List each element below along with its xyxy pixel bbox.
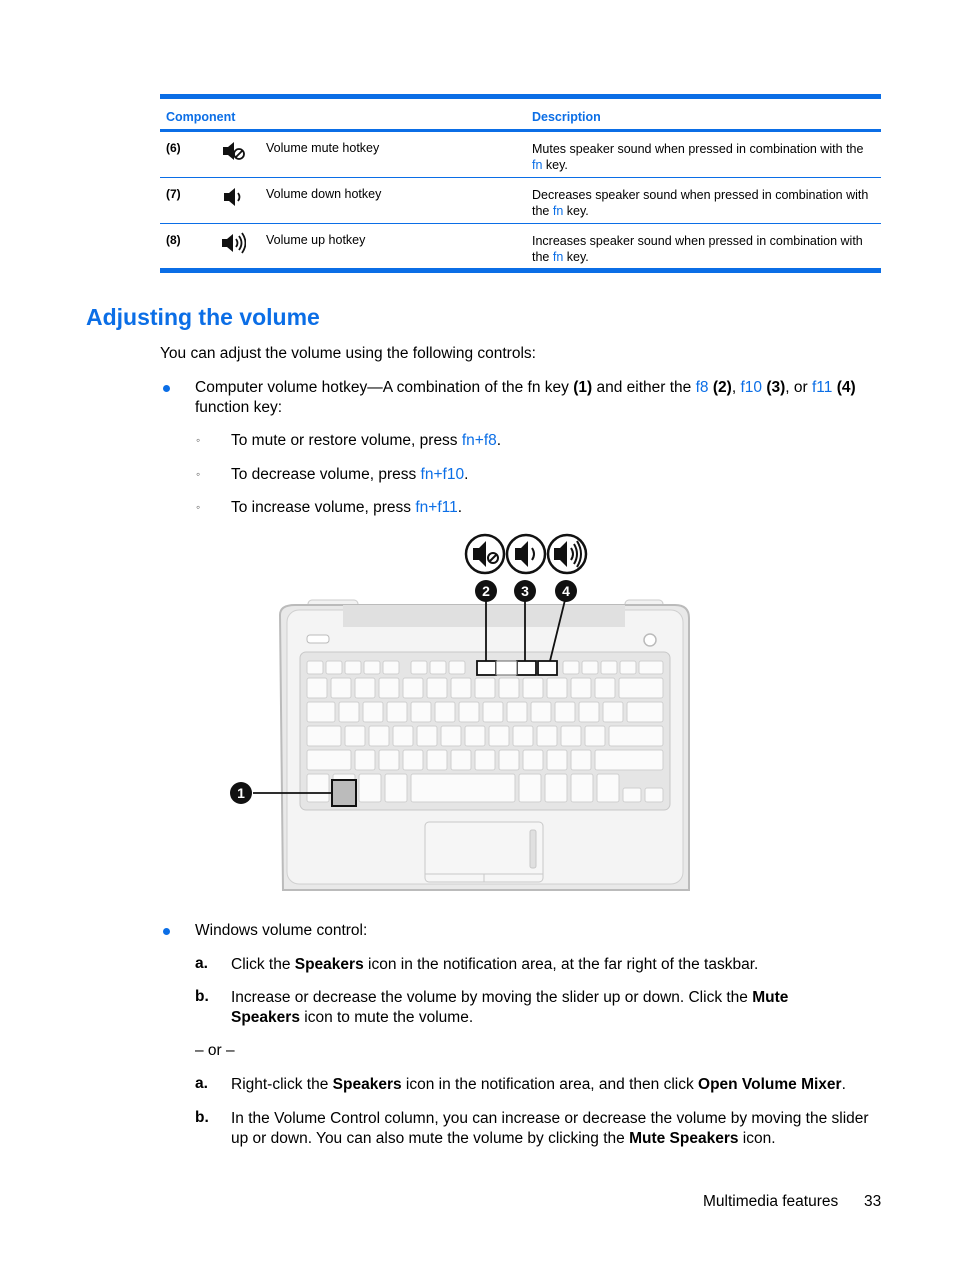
page-number: 33 bbox=[864, 1193, 882, 1210]
callout-3 bbox=[514, 580, 536, 602]
desc-text-end: key. bbox=[542, 158, 568, 172]
key-combo: fn+f11 bbox=[415, 499, 458, 516]
bullet-icon bbox=[163, 385, 170, 392]
component-description bbox=[532, 141, 877, 173]
step-label: a. bbox=[195, 1075, 208, 1092]
sub-item bbox=[231, 431, 501, 451]
callout-ref: (4) bbox=[836, 379, 856, 396]
key-name: f10 bbox=[740, 379, 762, 396]
component-name: Volume down hotkey bbox=[266, 187, 382, 201]
row-number: (6) bbox=[166, 141, 181, 155]
desc-key: fn bbox=[552, 204, 564, 218]
text: icon to mute the volume. bbox=[299, 1009, 474, 1026]
callout-1 bbox=[230, 782, 252, 804]
step-text bbox=[231, 988, 891, 1028]
text: . bbox=[457, 499, 463, 516]
text: and either the bbox=[592, 379, 696, 396]
step-text bbox=[231, 955, 891, 975]
key-name: f8 bbox=[695, 379, 709, 396]
text: To increase volume, press bbox=[231, 499, 416, 516]
key-name: f11 bbox=[811, 379, 833, 396]
text: function key: bbox=[195, 399, 283, 416]
component-description bbox=[532, 187, 877, 219]
volume-up-icon bbox=[548, 535, 586, 573]
or-separator: – or – bbox=[195, 1042, 235, 1059]
text: Right-click the bbox=[231, 1076, 333, 1093]
desc-key: fn bbox=[532, 158, 543, 172]
desc-text-end: key. bbox=[563, 250, 589, 264]
step-text bbox=[231, 1075, 891, 1095]
row-number: (7) bbox=[166, 187, 181, 201]
step-text bbox=[231, 1109, 891, 1149]
desc-text: Decreases speaker sound when pressed in combination with the bbox=[532, 188, 869, 218]
volume-up-icon bbox=[220, 230, 246, 256]
intro-text: You can adjust the volume using the following controls: bbox=[160, 345, 536, 362]
sub-bullet-icon: ◦ bbox=[196, 467, 201, 481]
key bbox=[496, 661, 517, 675]
header-component: Component bbox=[166, 110, 236, 124]
ui-term: Open Volume Mixer bbox=[698, 1076, 842, 1093]
callout-label: 4 bbox=[562, 583, 570, 599]
text: Click the bbox=[231, 956, 295, 973]
key-combo: fn+f8 bbox=[461, 432, 497, 449]
callout-2 bbox=[475, 580, 497, 602]
step-label: b. bbox=[195, 1109, 209, 1126]
bullet-hotkey: Computer volume hotkey—A combination of the fn key (1) and either the f8 (2), f10 (3), or f11 (4) function key: bbox=[195, 379, 856, 416]
desc-text: Mutes speaker sound when pressed in combination with the bbox=[532, 142, 864, 156]
ui-term: Mute bbox=[752, 989, 789, 1006]
callout-ref: (1) bbox=[573, 379, 593, 396]
bullet-windows: Windows volume control: bbox=[195, 922, 368, 939]
component-table bbox=[160, 94, 881, 273]
key-combo: fn+f10 bbox=[420, 466, 465, 483]
text: Increase or decrease the volume by moving the slider up or down. Click the bbox=[231, 989, 753, 1006]
volume-mute-icon bbox=[220, 138, 246, 164]
table-header bbox=[160, 99, 881, 132]
text: To mute or restore volume, press bbox=[231, 432, 462, 449]
callout-label: 1 bbox=[237, 785, 245, 801]
footer-chapter: Multimedia features bbox=[703, 1193, 839, 1210]
keyboard-keys bbox=[307, 661, 663, 802]
text: , or bbox=[785, 379, 812, 396]
sub-bullet-icon: ◦ bbox=[196, 500, 201, 514]
fn-key-highlight bbox=[332, 780, 356, 806]
desc-text: Increases speaker sound when pressed in combination with the bbox=[532, 234, 863, 264]
row-number: (8) bbox=[166, 233, 181, 247]
callout-4 bbox=[555, 580, 577, 602]
touchpad bbox=[425, 822, 543, 882]
component-description bbox=[532, 233, 877, 265]
text: . bbox=[496, 432, 502, 449]
desc-text-end: key. bbox=[563, 204, 589, 218]
desc-key: fn bbox=[552, 250, 564, 264]
text: To decrease volume, press bbox=[231, 466, 421, 483]
text: icon in the notification area, at the far right of the taskbar. bbox=[363, 956, 759, 973]
ui-term: Speakers bbox=[332, 1076, 402, 1093]
callout-label: 2 bbox=[482, 583, 490, 599]
callout-label: 3 bbox=[521, 583, 529, 599]
text: . bbox=[841, 1076, 846, 1093]
text: Computer volume hotkey—A combination of the fn key bbox=[195, 379, 574, 396]
text: icon in the notification area, and then click bbox=[401, 1076, 699, 1093]
text: up or down. You can also mute the volume by clicking the bbox=[231, 1130, 630, 1147]
bullet-icon bbox=[163, 928, 170, 935]
component-name: Volume mute hotkey bbox=[266, 141, 380, 155]
volume-down-icon bbox=[220, 184, 246, 210]
keyboard-illustration bbox=[225, 530, 695, 900]
component-name: Volume up hotkey bbox=[266, 233, 366, 247]
callout-ref: (3) bbox=[766, 379, 786, 396]
ui-term: Speakers bbox=[294, 956, 364, 973]
step-label: a. bbox=[195, 955, 208, 972]
table-row bbox=[160, 132, 881, 178]
table-row bbox=[160, 178, 881, 224]
ui-term: Speakers bbox=[231, 1009, 300, 1026]
ui-term: Mute Speakers bbox=[629, 1130, 739, 1147]
step-label: b. bbox=[195, 988, 209, 1005]
volume-mute-icon bbox=[466, 535, 504, 573]
text: icon. bbox=[738, 1130, 776, 1147]
section-title: Adjusting the volume bbox=[86, 304, 320, 330]
sub-bullet-icon: ◦ bbox=[196, 433, 201, 447]
text: . bbox=[464, 466, 469, 483]
volume-down-icon bbox=[507, 535, 545, 573]
sub-item bbox=[231, 465, 468, 485]
table-row bbox=[160, 224, 881, 273]
header-description: Description bbox=[532, 110, 601, 124]
sub-item bbox=[231, 498, 462, 518]
callout-ref: (2) bbox=[712, 379, 732, 396]
text: In the Volume Control column, you can increase or decrease the volume by moving the slider bbox=[231, 1110, 869, 1127]
